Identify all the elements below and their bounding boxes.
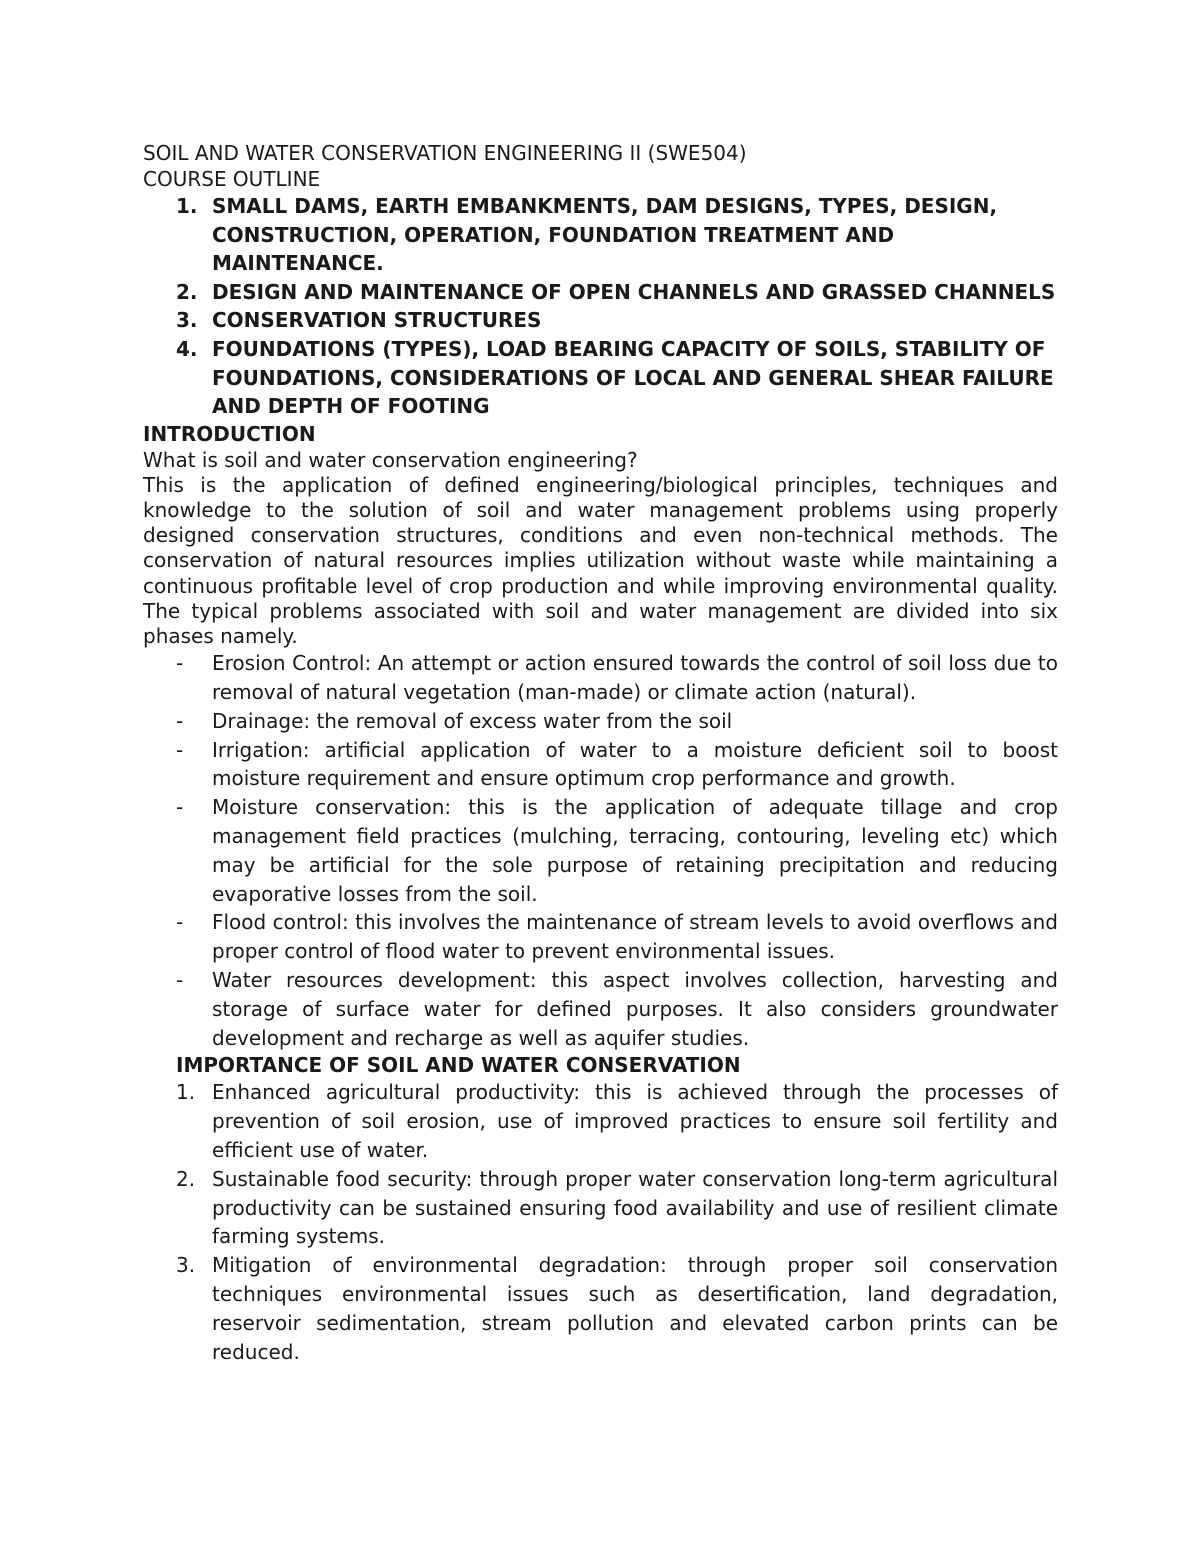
outline-item-number: 2. [176,279,198,304]
document-title: SOIL AND WATER CONSERVATION ENGINEERING II (SWE504) [143,141,747,165]
dash-bullet: - [176,795,184,820]
outline-item-text: DESIGN AND MAINTENANCE OF OPEN CHANNELS AND GRASSED CHANNELS [212,279,1056,304]
importance-item-number: 2. [176,1166,196,1191]
outline-item-text: SMALL DAMS, EARTH EMBANKMENTS, DAM DESIGNS, TYPES, DESIGN, CONSTRUCTION, OPERATION, FOUNDATION TREATMENT AND MAINTENANCE. [212,194,998,276]
outline-item-text: FOUNDATIONS (TYPES), LOAD BEARING CAPACITY OF SOILS, STABILITY OF FOUNDATIONS, CONSIDERATIONS OF LOCAL AND GENERAL SHEAR FAILURE AND DEPTH OF FOOTING [212,336,1054,419]
phase-item [143,707,1058,736]
phase-item [143,966,1058,1052]
importance-item-number: 1. [176,1080,196,1105]
outline-item-text: CONSERVATION STRUCTURES [212,308,542,333]
phase-item-text: Erosion Control: An attempt or action ensured towards the control of soil loss due to removal of natural vegetation (man-made) or climate action (natural). [212,651,1058,704]
importance-item-text: Sustainable food security: through proper water conservation long-term agricultural productivity can be sustained ensuring food availability and use of resilient climate farming systems. [212,1166,1058,1249]
phase-item-text: Irrigation: artificial application of water to a moisture deficient soil to boost moisture requirement and ensure optimum crop performance and growth. [212,737,1058,791]
dash-bullet: - [176,967,184,992]
introduction-paragraph: This is the application of defined engineering/biological principles, techniques and knowledge to the solution of soil and water management problems using properly designed conservation structures, conditions and even non-technical methods. The conservation of natural resources implies utilization without waste while maintaining a continuous profitable level of crop production and while improving environmental quality. The typical problems associated with soil and water management are divided into six phases namely. [143,472,1058,648]
phase-item-text: Flood control: this involves the maintenance of stream levels to avoid overflows and proper control of flood water to prevent environmental issues. [212,910,1058,964]
importance-item-text: Enhanced agricultural productivity: this is achieved through the processes of prevention of soil erosion, use of improved practices to ensure soil fertility and efficient use of water. [212,1080,1058,1162]
course-outline-heading: COURSE OUTLINE [143,167,321,191]
dash-bullet: - [176,651,184,676]
importance-list [143,1078,1058,1366]
dash-bullet: - [176,737,184,762]
phase-item [143,793,1058,908]
dash-bullet: - [176,910,184,935]
outline-item-number: 3. [176,308,198,333]
importance-item-text: Mitigation of environmental degradation: through proper soil conservation techniques environmental issues such as desertification, land degradation, reservoir sedimentation, stream pollution and elevated carbon prints can be reduced. [212,1253,1058,1364]
phase-item [143,649,1058,707]
importance-heading: IMPORTANCE OF SOIL AND WATER CONSERVATION [176,1053,741,1078]
dash-bullet: - [176,708,184,733]
outline-item [143,335,1058,421]
outline-item-number: 1. [176,194,198,218]
phase-item-text: Moisture conservation: this is the application of adequate tillage and crop management field practices (mulching, terracing, contouring, leveling etc) which may be artificial for the sole purpose of retaining precipitation and reducing evaporative losses from the soil. [212,795,1058,906]
importance-item [143,1251,1058,1366]
importance-item-number: 3. [176,1253,196,1278]
phase-item-text: Water resources development: this aspect involves collection, harvesting and storage of surface water for defined purposes. It also considers groundwater development and recharge as well as aquifer studies. [212,967,1058,1050]
outline-item [143,278,1058,307]
phase-item [143,736,1058,794]
outline-item [143,306,1058,335]
outline-item [143,192,1058,278]
importance-item [143,1078,1058,1164]
introduction-question: What is soil and water conservation engineering? [143,447,638,472]
course-outline-list [143,192,1058,421]
phase-item [143,908,1058,966]
outline-item-number: 4. [176,336,198,361]
introduction-heading: INTRODUCTION [143,421,316,446]
document-page [143,140,1058,1366]
phases-list [143,649,1058,1052]
importance-item [143,1165,1058,1251]
phase-item-text: Drainage: the removal of excess water from the soil [212,708,733,733]
